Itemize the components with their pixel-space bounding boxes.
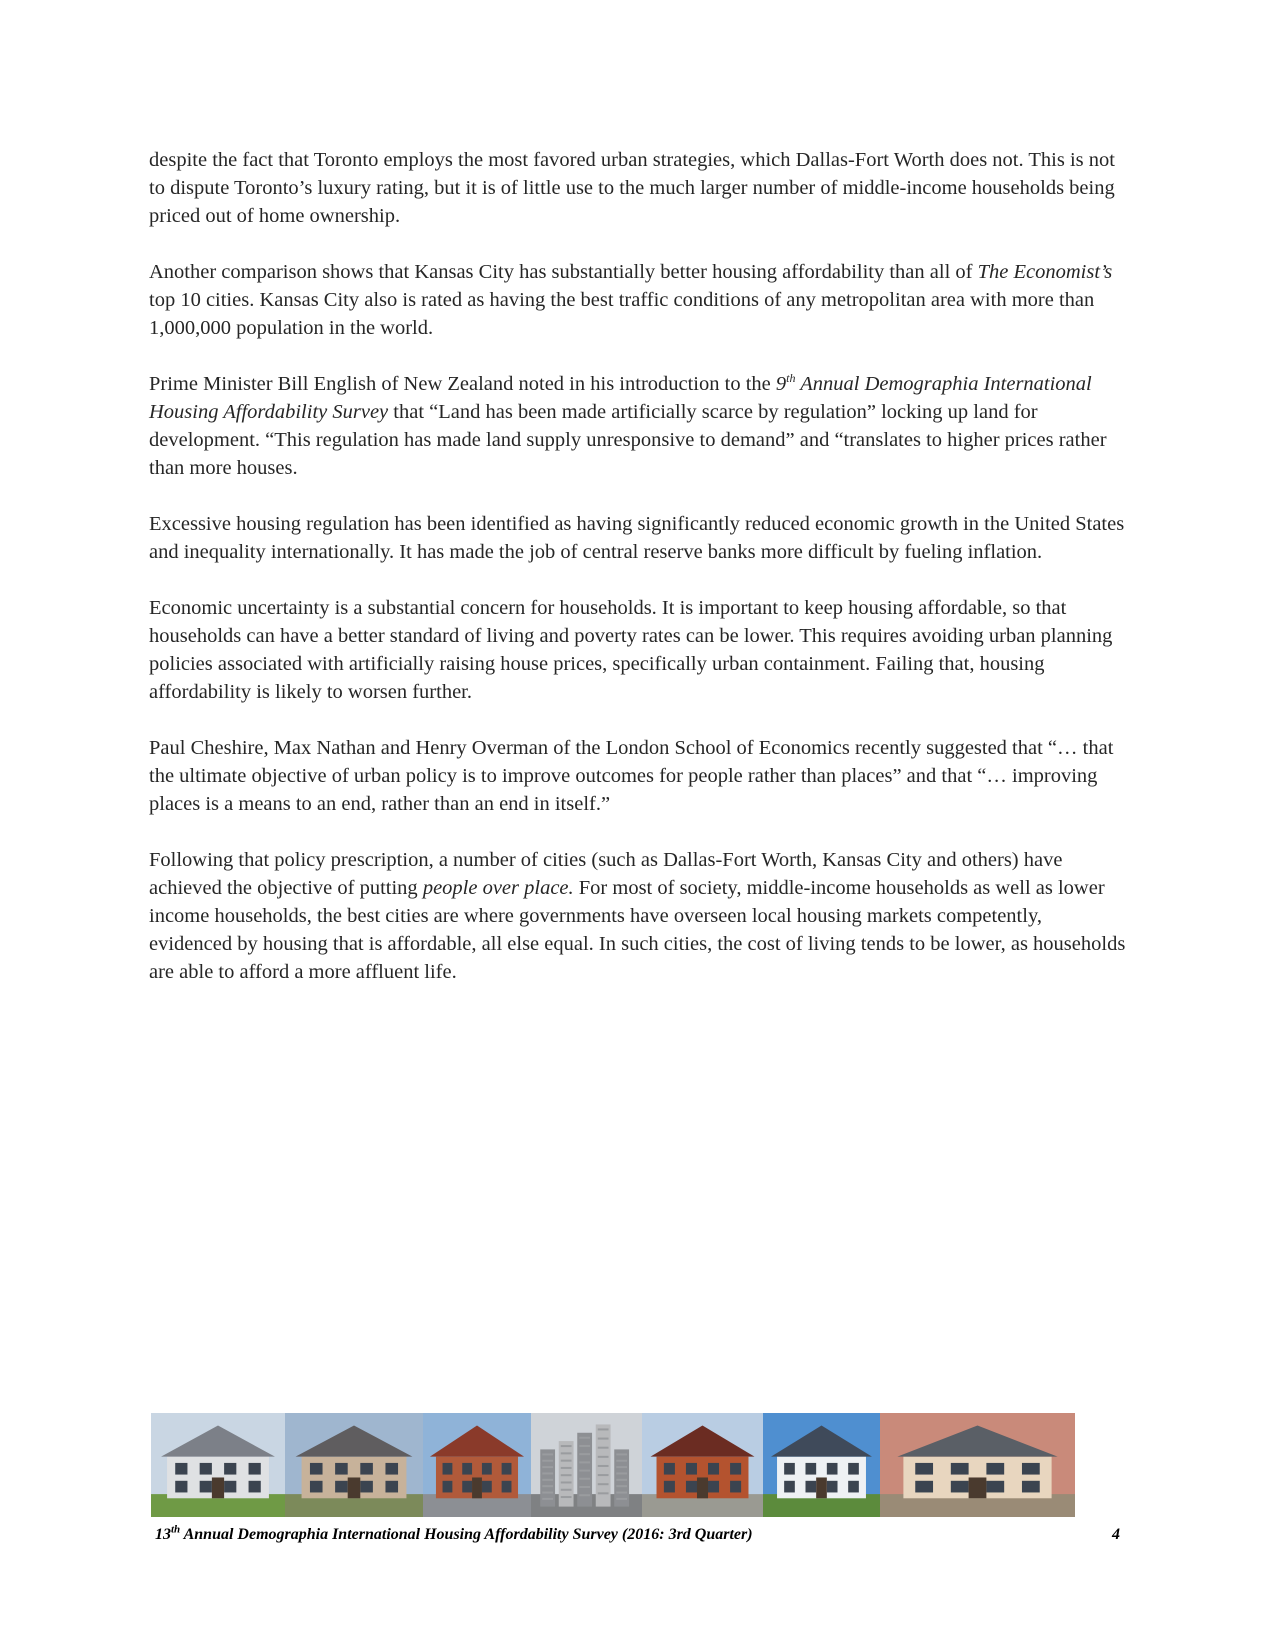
text-segment: For most of society, middle-income households as well as lower income households, the best cities are where governments have overseen local housing markets competently, evidenced by housing that is affordable, all else equal. In such cities, the cost of living tends to be lower, as households are able to afford a more affluent life. [149,877,1126,983]
footer-title [155,1523,753,1544]
paragraph [149,734,1129,818]
footer-title-text: Annual Demographia International Housing Affordability Survey (2016: 3rd Quarter) [180,1526,753,1543]
page-number: 4 [1112,1526,1120,1543]
text-segment: top 10 cities. Kansas City also is rated as having the best traffic conditions of any metropolitan area with more than 1,000,000 population in the world. [149,289,1095,339]
paragraph [149,594,1129,706]
body-text [149,146,1129,1014]
footer-title-superscript: th [171,1523,181,1536]
text-segment: people over place. [422,877,574,899]
brick-house-photo [423,1413,531,1517]
paragraph [149,846,1129,986]
high-rise-towers-photo [531,1413,642,1517]
red-brick-house-photo [642,1413,763,1517]
text-segment: Another comparison shows that Kansas City has substantially better housing affordability than all of [149,261,978,283]
modern-house-dusk-photo [880,1413,1075,1517]
paragraph [149,258,1129,342]
text-segment: despite the fact that Toronto employs the most favored urban strategies, which Dallas-Fort Worth does not. This is not to dispute Toronto’s luxury rating, but it is of little use to the much larger number of middle-income households being priced out of home ownership. [149,149,1115,227]
text-segment: The Economist’s [977,261,1113,283]
text-segment: Economic uncertainty is a substantial concern for households. It is important to keep housing affordable, so that households can have a better standard of living and poverty rates can be lower. This requires avoiding urban planning policies associated with artificially raising house prices, specifically urban containment. Failing that, housing affordability is likely to worsen further. [149,597,1113,703]
text-segment: Annual Demographia International Housing Affordability Survey [149,373,1092,423]
footer-title-number: 13 [155,1526,171,1543]
text-segment: Excessive housing regulation has been identified as having significantly reduced economic growth in the United States and inequality internationally. It has made the job of central reserve banks more difficult by fueling inflation. [149,513,1125,563]
stone-house-photo [285,1413,423,1517]
text-segment: 9 [775,373,787,395]
paragraph [149,510,1129,566]
suburban-house-photo [151,1413,285,1517]
white-colonial-house-photo [763,1413,880,1517]
text-segment: th [786,371,796,386]
paragraph [149,370,1129,482]
text-segment: Paul Cheshire, Max Nathan and Henry Overman of the London School of Economics recently suggested that “… that the ultimate objective of urban policy is to improve outcomes for people rather than places” and that “… improving places is a means to an end, rather than an end in itself.” [149,737,1114,815]
text-segment: that “Land has been made artificially scarce by regulation” locking up land for development. “This regulation has made land supply unresponsive to demand” and “translates to higher prices rather than more houses. [149,401,1107,479]
paragraph [149,146,1129,230]
text-segment: Prime Minister Bill English of New Zealand noted in his introduction to the [149,373,776,395]
text-segment: Following that policy prescription, a number of cities (such as Dallas-Fort Worth, Kansas City and others) have achieved the objective of putting [149,849,1063,899]
house-photo-banner [151,1413,1126,1517]
